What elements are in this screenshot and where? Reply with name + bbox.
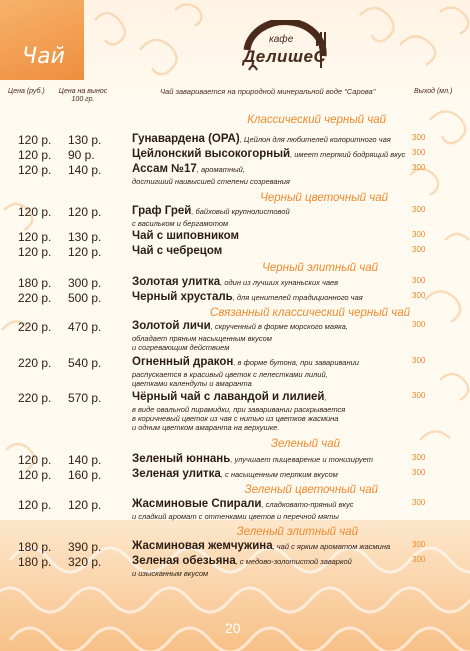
takeaway-price: 140 р. [68,453,102,467]
item-name [132,245,222,257]
menu-item [0,230,470,244]
item-name [132,555,352,567]
yield: 300 [412,291,426,300]
item-name [132,291,363,303]
item-title: Чай с чебрецом [132,245,223,257]
item-desc: , один из лучших хунаньских чаев [220,278,339,287]
menu-item [0,356,470,370]
yield: 300 [412,320,426,329]
item-name [132,356,359,368]
item-title: Зеленый юннань [132,453,231,465]
item-desc-line: обладает пряным насыщенным вкусом [132,334,272,343]
item-title: Чёрный чай с лавандой и лилией [132,391,325,403]
menu-item [0,468,470,482]
yield: 300 [412,148,426,157]
item-title: Жасминовая жемчужина [132,540,273,552]
section-black-floral: Черный цветочный чай [260,192,388,204]
menu-item [0,205,470,219]
price: 120 р. [18,133,52,147]
menu-item [0,498,470,512]
item-title: Золотая улитка [132,276,221,288]
menu-item [0,555,470,569]
menu-item [0,163,470,177]
yield: 300 [412,540,426,549]
item-title: Чай с шиповником [132,230,240,242]
item-desc: , для ценителей традиционного чая [232,293,363,302]
item-title: Огненный дракон [132,356,234,368]
menu-item [0,540,470,554]
price-column-header: Цена (руб.) [8,88,45,95]
section-classic-black: Классический черный чай [247,114,386,126]
takeaway-price: 540 р. [68,356,102,370]
yield: 300 [412,205,426,214]
yield-column-header: Выход (мл.) [414,88,453,95]
price: 220 р. [18,391,52,405]
menu-item [0,453,470,467]
item-desc: , [324,393,327,402]
takeaway-price-column-header: Цена на вынос 100 гр. [58,88,108,103]
takeaway-price: 300 р. [68,276,102,290]
menu-item [0,320,470,334]
item-desc-line: в коричневый цветок из чая с нитью из цветков жасмина [132,414,339,423]
takeaway-price: 160 р. [68,468,102,482]
takeaway-price: 120 р. [68,205,102,219]
section-green-elite: Зеленый элитный чай [236,526,358,538]
item-name [132,498,354,510]
item-desc: , улучшает пищеварение и тонизирует [230,455,373,464]
takeaway-price: 120 р. [68,245,102,259]
item-desc: , с насыщенным терпким вкусом [220,470,338,479]
item-name [132,453,373,465]
item-desc-line: цветками календулы и амаранта [132,379,252,388]
item-desc: , сладковато-пряный вкус [261,500,354,509]
item-name [132,205,290,217]
yield: 300 [412,230,426,239]
yield: 300 [412,276,426,285]
item-title: Жасминовые Спирали [132,498,262,510]
item-name [132,391,327,403]
item-desc: , скрученный в форме морского маяка, [210,322,348,331]
page-number: 20 [225,620,241,636]
section-green: Зеленый чай [270,438,340,450]
price: 120 р. [18,468,52,482]
yield: 300 [412,555,426,564]
menu-item [0,245,470,259]
item-title: Черный хрусталь [132,291,233,303]
takeaway-price: 470 р. [68,320,102,334]
menu-item [0,391,470,405]
price: 120 р. [18,205,52,219]
item-title: Гунавардена (ОРА) [132,133,240,145]
item-title: Цейлонский высокогорный [132,148,291,160]
page-title: Чай [22,44,65,69]
logo-name: ДелишеС [243,47,327,66]
price: 180 р. [18,555,52,569]
item-desc: , чай с ярким ароматом жасмина [272,542,391,551]
item-desc-line: и сладкий аромат с оттенками цветов и перечной мяты [132,512,339,521]
price: 220 р. [18,291,52,305]
item-desc-line: и изысканным вкусом [132,569,209,578]
item-desc: , с медово-золотистой заваркой [235,557,352,566]
item-name [132,468,338,480]
item-title: Граф Грей [132,205,192,217]
item-desc: , байховый крупнолистовой [191,207,290,216]
menu-item [0,276,470,290]
item-title: Золотой личи [132,320,211,332]
menu-item [0,133,470,147]
menu-item [0,291,470,305]
price: 180 р. [18,276,52,290]
takeaway-price: 130 р. [68,133,102,147]
item-name [132,276,338,288]
item-name [132,163,245,175]
item-title: Зеленая улитка [132,468,221,480]
yield: 300 [412,468,426,477]
menu-item [0,148,470,162]
logo-cafe-text: кафе [269,34,294,45]
item-desc-line: в виде овальной пирамидки, при заваривании раскрывается [132,405,346,414]
item-desc: , в форме бутона, при заваривании [233,358,359,367]
price: 120 р. [18,230,52,244]
item-desc-line: и одним цветком амаранта на верхушке. [132,423,280,432]
item-name [132,540,390,552]
yield: 300 [412,391,426,400]
takeaway-price: 140 р. [68,163,102,177]
item-name [132,148,405,160]
section-tied-black: Связанный классический черный чай [210,307,410,319]
price: 120 р. [18,453,52,467]
takeaway-price: 90 р. [68,148,95,162]
item-desc-line: и согревающим действием [132,343,230,352]
yield: 300 [412,498,426,507]
yield: 300 [412,245,426,254]
item-desc: , ароматный, [196,165,245,174]
yield: 300 [412,356,426,365]
item-desc: , имеет терпкий бодрящий вкус [290,150,406,159]
section-black-elite: Черный элитный чай [262,262,378,274]
takeaway-price: 390 р. [68,540,102,554]
price: 220 р. [18,356,52,370]
item-name [132,320,348,332]
takeaway-price: 570 р. [68,391,102,405]
item-title: Зеленая обезьяна [132,555,236,567]
takeaway-price: 130 р. [68,230,102,244]
item-desc-line: достигший наивысшей степени созревания [132,177,290,186]
yield: 300 [412,133,426,142]
takeaway-price: 320 р. [68,555,102,569]
item-desc-line: с васильком и бергамотом [132,219,229,228]
item-desc: , Цейлон для любителей колоритного чая [239,135,391,144]
takeaway-price: 500 р. [68,291,102,305]
item-name [132,133,391,145]
yield: 300 [412,163,426,172]
item-title: Ассам №17 [132,163,197,175]
price: 220 р. [18,320,52,334]
price: 120 р. [18,245,52,259]
price: 120 р. [18,148,52,162]
takeaway-price: 120 р. [68,498,102,512]
price: 120 р. [18,498,52,512]
item-desc-line: распускается в красивый цветок с лепестками лилий, [132,370,328,379]
price: 120 р. [18,163,52,177]
brewing-note: Чай заваривается на природной минеральной воде "Сарова" [160,87,376,96]
section-green-floral: Зеленый цветочный чай [244,484,378,496]
yield: 300 [412,453,426,462]
price: 180 р. [18,540,52,554]
item-name [132,230,239,242]
